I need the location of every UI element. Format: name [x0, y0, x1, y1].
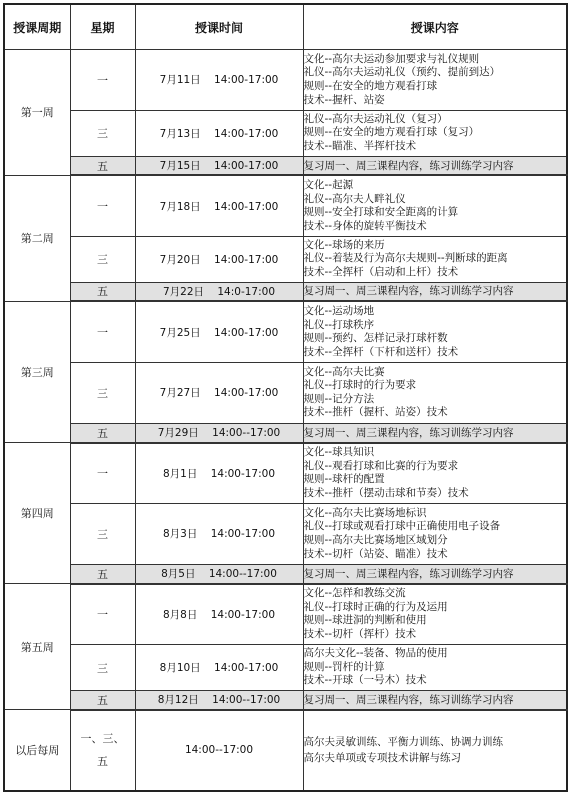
content-line: 规则--罚杆的计算: [303, 660, 385, 673]
weekday-cell: 一: [70, 175, 135, 236]
session-content-cell: [303, 50, 567, 111]
content-line: 文化--高尔夫运动参加要求与礼仪规则: [303, 52, 480, 65]
content-line: 技术--身体的旋转平衡技术: [303, 219, 427, 232]
weekday-cell: 五: [70, 423, 135, 442]
ongoing-weekdays-cell: [70, 710, 135, 791]
content-line: 礼仪--着装及行为高尔夫规则--判断球的距离: [303, 252, 508, 265]
content-line: 技术--握杆、站姿: [303, 93, 385, 106]
weekday-cell: 五: [70, 282, 135, 301]
session-hours: 14:00-17:00: [210, 467, 276, 480]
session-content-cell: [303, 282, 567, 301]
session-content-cell: [303, 301, 567, 362]
session-time-cell: [135, 503, 303, 564]
session-date: 7月22日: [162, 285, 205, 298]
session-date: 7月25日: [159, 326, 201, 339]
content-line: 文化--球场的来历: [303, 238, 385, 251]
week-label: 第一周: [4, 50, 70, 176]
weekday-cell: 一: [70, 50, 135, 111]
session-hours: 14:00--17:00: [212, 427, 281, 440]
session-row: [4, 50, 567, 111]
session-date: 8月5日: [161, 568, 196, 581]
content-line: 技术--切杆（挥杆）技术: [303, 628, 417, 641]
content-line: 文化--运动场地: [303, 304, 375, 317]
content-line: 规则--在安全的地方观看打球（复习）: [303, 126, 480, 139]
header-time: 授课时间: [135, 4, 303, 50]
content-line: 规则--球进洞的判断和使用: [303, 614, 427, 627]
weekday-cell: 一: [70, 584, 135, 645]
content-line: 规则--在安全的地方观看打球: [303, 79, 438, 92]
session-hours: 14:00-17:00: [210, 608, 276, 621]
session-time-cell: [135, 156, 303, 175]
session-date: 7月11日: [159, 74, 201, 87]
session-content-cell: [303, 362, 567, 423]
session-content-cell: [303, 645, 567, 691]
session-time-cell: [135, 423, 303, 442]
weekday-cell: 三: [70, 110, 135, 156]
session-row: [4, 175, 567, 236]
ongoing-week-label: 以后每周: [4, 710, 70, 791]
session-hours: 14:00-17:00: [214, 326, 279, 339]
header-day: 星期: [70, 4, 135, 50]
header-content: 授课内容: [303, 4, 567, 50]
content-line: 文化--球具知识: [303, 446, 375, 459]
session-time-cell: [135, 443, 303, 504]
ongoing-hours: 14:00--17:00: [135, 710, 303, 791]
week-label: 第二周: [4, 175, 70, 301]
session-hours: 14:00-17:00: [214, 74, 279, 87]
week-label: 第五周: [4, 584, 70, 710]
session-content-cell: [303, 503, 567, 564]
session-content-cell: [303, 564, 567, 583]
session-time-cell: [135, 301, 303, 362]
content-line: 规则--安全打球和安全距离的计算: [303, 206, 459, 219]
session-hours: 14:00-17:00: [210, 528, 276, 541]
session-date: 7月18日: [159, 200, 201, 213]
content-line: 技术--推杆（摆动击球和节奏）技术: [303, 486, 469, 499]
content-line: 礼仪--高尔夫运动礼仪（预约、提前到达）: [303, 66, 501, 79]
content-line: 高尔夫灵敏训练、平衡力训练、协调力训练: [303, 736, 503, 749]
session-content-cell: [303, 236, 567, 282]
session-hours: 14:00--17:00: [208, 568, 277, 581]
content-line: 文化--高尔夫比赛: [303, 365, 385, 378]
session-time-cell: [135, 110, 303, 156]
content-line: 高尔夫单项或专项技术讲解与练习: [303, 752, 461, 765]
week-label: 第四周: [4, 443, 70, 584]
content-line: 礼仪--打球时正确的行为及运用: [303, 600, 448, 613]
review-session-row: [4, 690, 567, 709]
session-date: 7月27日: [159, 387, 201, 400]
session-hours: 14:00-17:00: [214, 200, 279, 213]
content-line: 文化--起源: [303, 178, 354, 191]
session-hours: 14:00-17:00: [214, 160, 279, 173]
weekday-cell: 三: [70, 503, 135, 564]
review-session-row: [4, 156, 567, 175]
session-time-cell: [135, 584, 303, 645]
header-row: [4, 4, 567, 50]
content-line: 文化--怎样和教练交流: [303, 587, 406, 600]
review-session-row: [4, 564, 567, 583]
session-hours: 14:00-17:00: [214, 662, 279, 674]
session-date: 8月3日: [162, 528, 198, 541]
session-date: 8月10日: [159, 662, 201, 674]
content-line: 复习周一、周三课程内容，练习训练学习内容: [303, 567, 514, 580]
review-session-row: [4, 423, 567, 442]
schedule-container: [3, 3, 566, 792]
content-line: 规则--记分方法: [303, 392, 375, 405]
session-date: 8月12日: [157, 694, 199, 707]
session-hours: 14:00-17:00: [214, 387, 279, 400]
session-time-cell: [135, 50, 303, 111]
content-line: 技术--全挥杆（下杆和送杆）技术: [303, 345, 459, 358]
content-line: 礼仪--打球或观看打球中正确使用电子设备: [303, 520, 501, 533]
ongoing-weekdays-line1: 一、三、: [80, 732, 125, 746]
weekday-cell: 五: [70, 690, 135, 709]
session-date: 7月13日: [159, 127, 201, 140]
weekday-cell: 一: [70, 301, 135, 362]
session-date: 8月1日: [162, 467, 198, 480]
session-row: [4, 645, 567, 691]
session-content-cell: [303, 584, 567, 645]
session-content-cell: [303, 156, 567, 175]
content-line: 礼仪--高尔夫人畔礼仪: [303, 192, 406, 205]
session-time-cell: [135, 362, 303, 423]
session-content-cell: [303, 423, 567, 442]
session-row: [4, 584, 567, 645]
session-time-cell: [135, 645, 303, 691]
review-session-row: [4, 282, 567, 301]
content-line: 礼仪--高尔夫运动礼仪（复习）: [303, 112, 448, 125]
session-hours: 14:00-17:00: [214, 253, 279, 266]
session-date: 7月15日: [159, 160, 201, 173]
week-label: 第三周: [4, 301, 70, 442]
session-hours: 14:00--17:00: [212, 694, 281, 707]
ongoing-row: [4, 710, 567, 791]
content-line: 复习周一、周三课程内容，练习训练学习内容: [303, 285, 514, 298]
content-line: 规则--高尔夫比赛场地区域划分: [303, 533, 448, 546]
content-line: 规则--预约、怎样记录打球杆数: [303, 332, 448, 345]
schedule-body: [4, 50, 567, 792]
weekday-cell: 一: [70, 443, 135, 504]
weekday-cell: 三: [70, 236, 135, 282]
content-line: 复习周一、周三课程内容，练习训练学习内容: [303, 159, 514, 172]
session-hours: 14:0-17:00: [217, 285, 276, 298]
session-row: [4, 110, 567, 156]
content-line: 礼仪--观看打球和比赛的行为要求: [303, 459, 459, 472]
session-content-cell: [303, 690, 567, 709]
session-hours: 14:00-17:00: [214, 127, 279, 140]
golf-course-schedule-table: [3, 3, 568, 792]
session-date: 7月29日: [157, 427, 199, 440]
content-line: 高尔夫文化--装备、物品的使用: [303, 647, 448, 660]
session-row: [4, 443, 567, 504]
session-time-cell: [135, 236, 303, 282]
weekday-cell: 三: [70, 645, 135, 691]
session-time-cell: [135, 282, 303, 301]
content-line: 规则--球杆的配置: [303, 473, 385, 486]
content-line: 技术--开球（一号木）技术: [303, 674, 427, 687]
content-line: 礼仪--打球时的行为要求: [303, 379, 417, 392]
session-time-cell: [135, 690, 303, 709]
session-content-cell: [303, 443, 567, 504]
weekday-cell: 三: [70, 362, 135, 423]
content-line: 文化--高尔夫比赛场地标识: [303, 506, 427, 519]
header-week: 授课周期: [4, 4, 70, 50]
session-row: [4, 362, 567, 423]
session-content-cell: [303, 175, 567, 236]
weekday-cell: 五: [70, 564, 135, 583]
ongoing-weekdays-line2: 五: [97, 755, 108, 769]
content-line: 复习周一、周三课程内容，练习训练学习内容: [303, 693, 514, 706]
content-line: 技术--瞄准、半挥杆技术: [303, 140, 417, 153]
session-row: [4, 503, 567, 564]
ongoing-content-cell: [303, 710, 567, 791]
content-line: 技术--切杆（站姿、瞄准）技术: [303, 547, 448, 560]
content-line: 技术--推杆（握杆、站姿）技术: [303, 406, 448, 419]
content-line: 复习周一、周三课程内容，练习训练学习内容: [303, 426, 514, 439]
session-date: 7月20日: [159, 253, 201, 266]
content-line: 礼仪--打球秩序: [303, 318, 375, 331]
weekday-cell: 五: [70, 156, 135, 175]
session-row: [4, 301, 567, 362]
content-line: 技术--全挥杆（启动和上杆）技术: [303, 266, 459, 279]
session-row: [4, 236, 567, 282]
session-date: 8月8日: [162, 608, 198, 621]
session-time-cell: [135, 175, 303, 236]
session-time-cell: [135, 564, 303, 583]
session-content-cell: [303, 110, 567, 156]
